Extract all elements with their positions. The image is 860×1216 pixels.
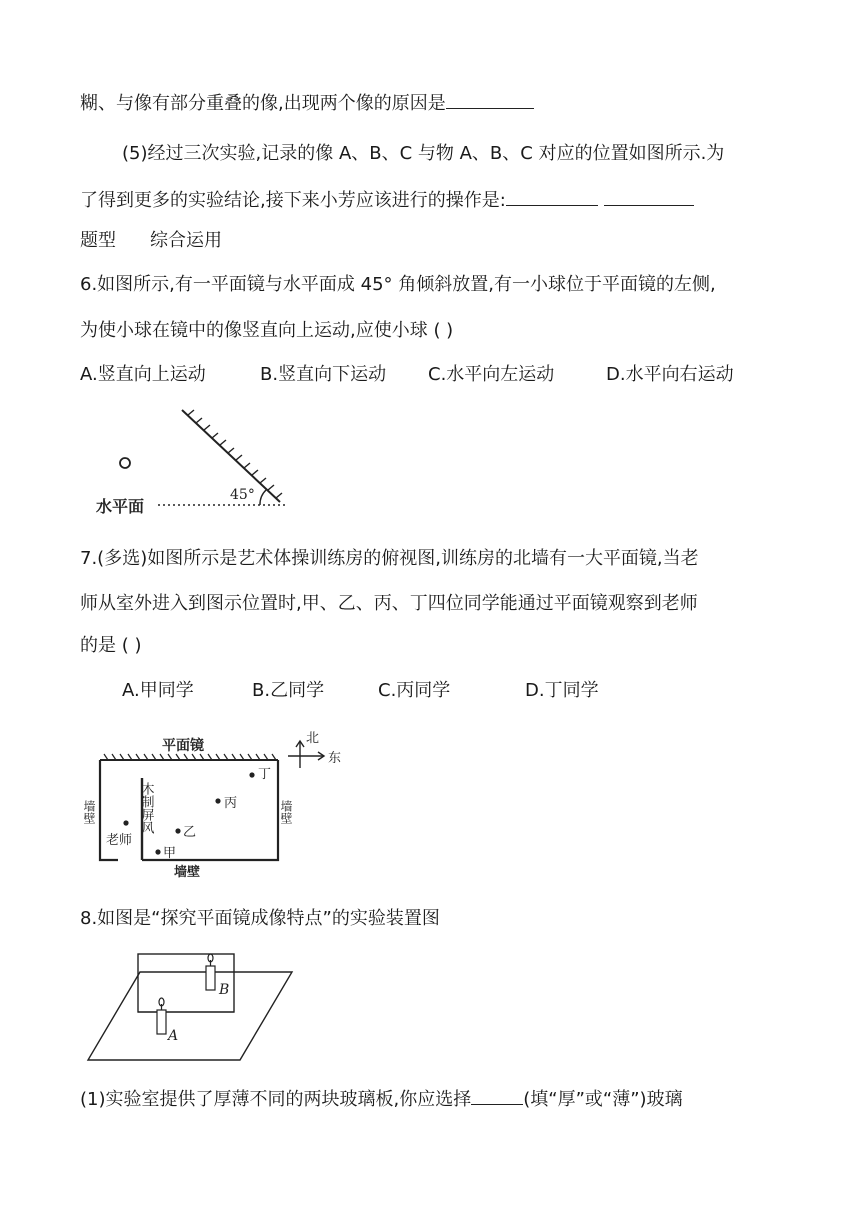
ding-label: 丁 (258, 767, 272, 782)
figure-7 (80, 728, 360, 878)
label-a: A (168, 1028, 179, 1044)
north-label: 北 (306, 731, 320, 746)
candle-b-icon (206, 954, 215, 990)
q6-stem-1: 6.如图所示,有一平面镜与水平面成 45° 角倾斜放置,有一小球位于平面镜的左侧, (80, 274, 716, 295)
candle-a-icon (157, 998, 166, 1034)
answer-blank[interactable] (446, 90, 534, 109)
text-line-1 (80, 90, 534, 116)
text-line-2 (122, 142, 724, 166)
bing-dot (215, 798, 220, 803)
mirror-hatching (188, 410, 282, 498)
left-wall-label: 墙壁 (82, 800, 96, 824)
q7-option-d[interactable]: D.丁同学 (525, 680, 599, 701)
east-label: 东 (328, 751, 342, 766)
q8-stem: 8.如图是“探究平面镜成像特点”的实验装置图 (80, 908, 440, 929)
section-name: 综合运用 (150, 230, 222, 251)
figure-6 (90, 402, 310, 522)
answer-blank[interactable] (471, 1086, 523, 1105)
line-2-text: (5)经过三次实验,记录的像 A、B、C 与物 A、B、C 对应的位置如图所示.为 (122, 143, 725, 164)
angle-arc (260, 490, 266, 505)
yi-label: 乙 (183, 825, 197, 840)
text-line-3 (80, 187, 694, 213)
jia-label: 甲 (163, 846, 177, 861)
jia-dot (155, 849, 160, 854)
q7-stem-3: 的是 ( ) (80, 635, 142, 656)
ball (120, 458, 130, 468)
q8-line-2 (80, 1086, 683, 1112)
q6-option-c[interactable]: C.水平向左运动 (428, 364, 555, 385)
section-heading (80, 229, 222, 253)
q7-option-b[interactable]: B.乙同学 (252, 680, 325, 701)
bing-label: 丙 (224, 796, 238, 811)
mirror-label: 平面镜 (162, 738, 204, 754)
angle-label: 45° (230, 487, 255, 503)
q7-stem-2: 师从室外进入到图示位置时,甲、乙、丙、丁四位同学能通过平面镜观察到老师 (80, 593, 698, 614)
line-3-text: 了得到更多的实验结论,接下来小芳应该进行的操作是: (80, 190, 506, 211)
answer-blank[interactable] (604, 187, 694, 206)
line-1-text: 糊、与像有部分重叠的像,出现两个像的原因是 (80, 93, 446, 114)
q7-option-a[interactable]: A.甲同学 (122, 680, 194, 701)
q8-part1-stem: (1)实验室提供了厚薄不同的两块玻璃板,你应选择 (80, 1089, 472, 1110)
screen-label: 木制屏风 (138, 782, 154, 834)
yi-dot (175, 828, 180, 833)
right-wall-label: 墙壁 (279, 800, 293, 824)
ding-dot (249, 772, 254, 777)
q8-line-1 (80, 907, 440, 931)
q7-line-3 (80, 634, 142, 658)
section-type: 题型 (80, 230, 116, 251)
teacher-label: 老师 (106, 833, 133, 848)
q7-line-2 (80, 592, 698, 616)
q7-stem-1: 7.(多选)如图所示是艺术体操训练房的俯视图,训练房的北墙有一大平面镜,当老 (80, 548, 699, 569)
figure-8 (80, 948, 300, 1068)
q6-stem-2: 为使小球在镜中的像竖直向上运动,应使小球 ( ) (80, 320, 454, 341)
answer-blank[interactable] (506, 187, 598, 206)
q7-option-c[interactable]: C.丙同学 (378, 680, 451, 701)
ground-label: 水平面 (96, 497, 145, 516)
base-plane (88, 972, 292, 1060)
teacher-dot (123, 820, 128, 825)
q6-line-2 (80, 319, 453, 343)
q6-option-a[interactable]: A.竖直向上运动 (80, 364, 206, 385)
q8-part1-hint: (填“厚”或“薄”)玻璃 (523, 1089, 683, 1110)
label-b: B (219, 982, 230, 998)
q6-line-1 (80, 273, 716, 297)
q6-option-d[interactable]: D.水平向右运动 (606, 364, 734, 385)
q6-option-b[interactable]: B.竖直向下运动 (260, 364, 387, 385)
q7-line-1 (80, 547, 699, 571)
bottom-wall-label: 墙壁 (174, 865, 201, 880)
